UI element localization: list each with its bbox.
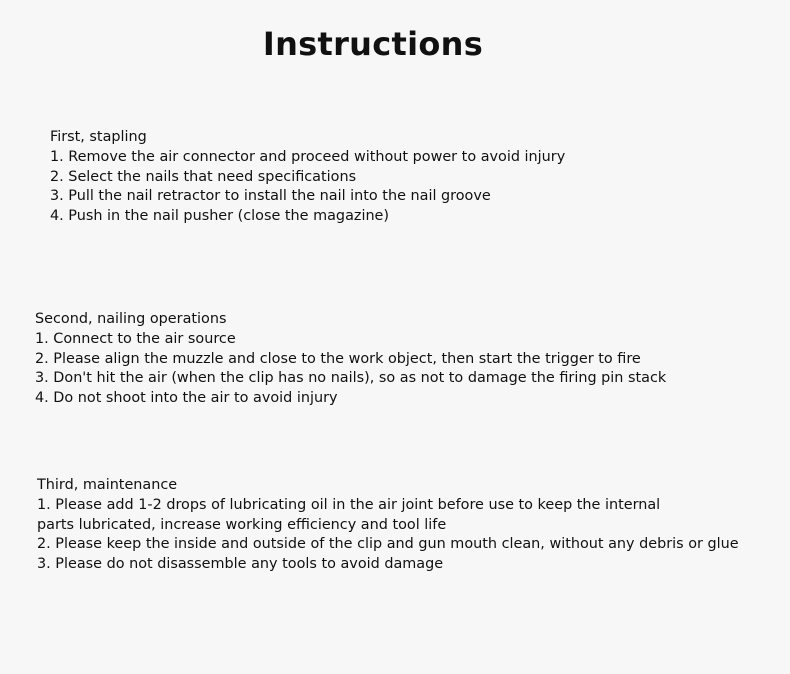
instruction-line: 1. Connect to the air source	[35, 330, 236, 347]
instruction-line: 3. Pull the nail retractor to install the nail into the nail groove	[50, 188, 491, 205]
section-stapling	[50, 128, 565, 227]
section-heading: Third, maintenance	[37, 477, 178, 493]
page-title: Instructions	[262, 25, 484, 63]
instruction-line: 2. Select the nails that need specifications	[50, 168, 357, 185]
section-heading: Second, nailing operations	[35, 311, 227, 327]
instruction-line: parts lubricated, increase working efficiency and tool life	[37, 516, 447, 533]
instruction-line: 4. Do not shoot into the air to avoid injury	[35, 390, 338, 407]
section-heading: First, stapling	[50, 129, 147, 145]
instruction-line: 3. Please do not disassemble any tools to avoid damage	[37, 556, 444, 573]
instruction-line: 4. Push in the nail pusher (close the magazine)	[50, 208, 390, 225]
section-maintenance	[37, 476, 739, 575]
instruction-line: 3. Don't hit the air (when the clip has no nails), so as not to damage the firing pin stack	[35, 370, 667, 387]
instruction-line: 2. Please keep the inside and outside of the clip and gun mouth clean, without any debris or glue	[37, 536, 739, 553]
section-nailing-operations	[35, 310, 666, 409]
instruction-line: 1. Please add 1-2 drops of lubricating oil in the air joint before use to keep the internal	[37, 496, 661, 513]
instruction-line: 1. Remove the air connector and proceed without power to avoid injury	[50, 148, 566, 165]
instruction-line: 2. Please align the muzzle and close to the work object, then start the trigger to fire	[35, 350, 641, 367]
